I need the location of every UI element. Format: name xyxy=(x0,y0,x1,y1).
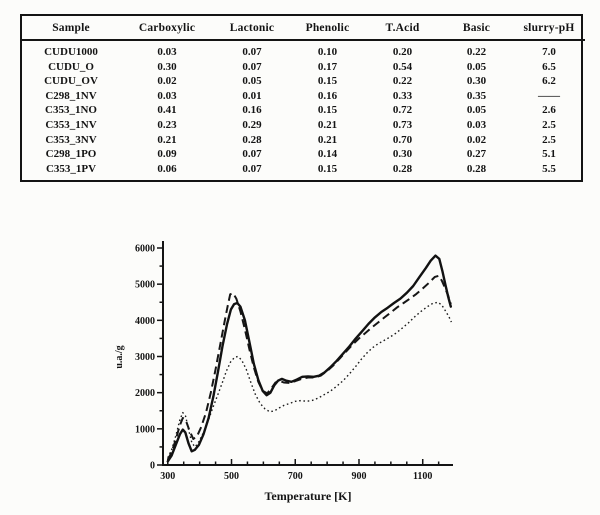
value-cell: 0.20 xyxy=(392,46,413,58)
value-cell: 2.5 xyxy=(542,118,556,131)
table-body xyxy=(22,40,585,176)
table-row xyxy=(22,147,585,162)
value-cell: 0.15 xyxy=(317,104,338,117)
sample-name-cell: C353_1NO xyxy=(45,104,97,117)
value-cell: 0.07 xyxy=(242,162,262,175)
value-cell: 0.35 xyxy=(466,89,487,102)
value-cell: 0.54 xyxy=(392,60,413,73)
value-cell: 0.02 xyxy=(466,133,487,146)
x-tick-label: 1100 xyxy=(412,471,433,482)
value-cell: 0.33 xyxy=(392,89,413,102)
value-cell: 0.72 xyxy=(392,104,413,117)
value-cell: 0.01 xyxy=(242,89,262,102)
y-tick-label: 5000 xyxy=(135,279,155,291)
value-cell: 0.03 xyxy=(466,118,487,131)
y-tick-label: 2000 xyxy=(135,388,155,400)
value-cell: 0.21 xyxy=(317,133,338,146)
value-cell: 0.03 xyxy=(157,89,177,102)
value-cell: 2.6 xyxy=(542,104,556,117)
y-tick-label: 0 xyxy=(150,460,155,472)
value-cell: 0.05 xyxy=(466,104,487,117)
table-row xyxy=(22,162,585,177)
column-header-sample: Sample xyxy=(22,16,120,40)
value-cell: —— xyxy=(538,89,560,102)
table-row xyxy=(22,133,585,148)
table-row xyxy=(22,60,585,75)
value-cell: 0.30 xyxy=(466,75,487,88)
sample-name-cell: C353_1PV xyxy=(45,162,97,175)
value-cell: 0.07 xyxy=(242,46,262,58)
value-cell: 0.28 xyxy=(242,133,262,146)
value-cell: 6.2 xyxy=(542,75,556,88)
sample-name-cell: C353_3NV xyxy=(45,133,97,146)
value-cell: 0.22 xyxy=(466,46,487,58)
table-row xyxy=(22,89,585,104)
value-cell: 0.16 xyxy=(317,89,338,102)
x-tick-label: 700 xyxy=(287,471,303,482)
value-cell: 0.41 xyxy=(157,104,177,117)
y-tick-label: 1000 xyxy=(135,424,155,436)
value-cell: 0.73 xyxy=(392,118,413,131)
table-row xyxy=(22,45,585,60)
x-tick-label: 500 xyxy=(224,471,240,482)
axis-lines xyxy=(163,241,453,465)
value-cell: 2.5 xyxy=(542,133,556,146)
value-cell: 0.22 xyxy=(392,75,413,88)
x-tick-label: 300 xyxy=(160,471,176,482)
sample-name-cell: CUDU_O xyxy=(48,60,94,73)
value-cell: 0.07 xyxy=(242,60,262,73)
value-cell: 5.5 xyxy=(542,162,556,175)
sample-name-cell: CUDU_OV xyxy=(44,75,98,88)
value-cell: 0.17 xyxy=(317,60,338,73)
y-tick-label: 4000 xyxy=(135,315,155,327)
value-cell: 0.07 xyxy=(242,148,262,161)
value-cell: 0.21 xyxy=(317,118,338,131)
value-cell: 0.15 xyxy=(317,75,338,88)
sample-name-cell: C298_1NV xyxy=(45,89,97,102)
value-cell: 0.28 xyxy=(392,162,413,175)
y-tick-label: 3000 xyxy=(135,352,155,363)
value-cell: 0.70 xyxy=(392,133,413,146)
value-cell: 0.05 xyxy=(242,75,262,88)
tpd-chart xyxy=(95,233,490,513)
sample-name-cell: C298_1PO xyxy=(45,148,97,161)
sample-name-cell: CUDU1000 xyxy=(44,46,98,58)
table-header-row xyxy=(22,16,585,40)
chart-ticks xyxy=(135,244,439,483)
value-cell: 0.06 xyxy=(157,162,177,175)
value-cell: 0.05 xyxy=(466,60,487,73)
column-header-t-acid: T.Acid xyxy=(365,16,440,40)
value-cell: 0.29 xyxy=(242,118,262,131)
value-cell: 0.28 xyxy=(466,162,487,175)
value-cell: 0.15 xyxy=(317,162,338,175)
value-cell: 0.30 xyxy=(157,60,177,73)
table-row xyxy=(22,74,585,89)
value-cell: 0.02 xyxy=(157,75,177,88)
value-cell: 0.16 xyxy=(242,104,262,117)
value-cell: 0.09 xyxy=(157,148,177,161)
value-cell: 0.27 xyxy=(466,148,487,161)
x-tick-label: 900 xyxy=(351,471,367,482)
column-header-carboxylic: Carboxylic xyxy=(120,16,214,40)
y-axis-label: u.a./g xyxy=(114,345,125,369)
chart-series xyxy=(168,256,452,462)
table-row xyxy=(22,103,585,118)
value-cell: 0.21 xyxy=(157,133,177,146)
value-cell: 0.14 xyxy=(317,148,338,161)
value-cell: 0.03 xyxy=(157,46,177,58)
column-header-basic: Basic xyxy=(440,16,513,40)
sample-name-cell: C353_1NV xyxy=(45,118,97,131)
column-header-slurry-ph: slurry-pH xyxy=(513,16,585,40)
table-row xyxy=(22,118,585,133)
acidity-data-table xyxy=(22,16,585,176)
chart-axes xyxy=(163,241,453,465)
y-tick-label: 6000 xyxy=(135,243,155,255)
value-cell: 7.0 xyxy=(542,46,556,58)
series-dotted-line xyxy=(168,302,452,458)
series-dashed-line xyxy=(168,276,451,460)
acidity-table xyxy=(20,14,583,182)
column-header-lactonic: Lactonic xyxy=(214,16,290,40)
column-header-phenolic: Phenolic xyxy=(290,16,365,40)
value-cell: 6.5 xyxy=(542,60,556,73)
value-cell: 0.23 xyxy=(157,118,177,131)
value-cell: 0.30 xyxy=(392,148,413,161)
series-solid-line xyxy=(168,256,451,462)
value-cell: 0.10 xyxy=(317,46,338,58)
value-cell: 5.1 xyxy=(542,148,556,161)
x-axis-label: Temperature [K] xyxy=(264,489,352,503)
